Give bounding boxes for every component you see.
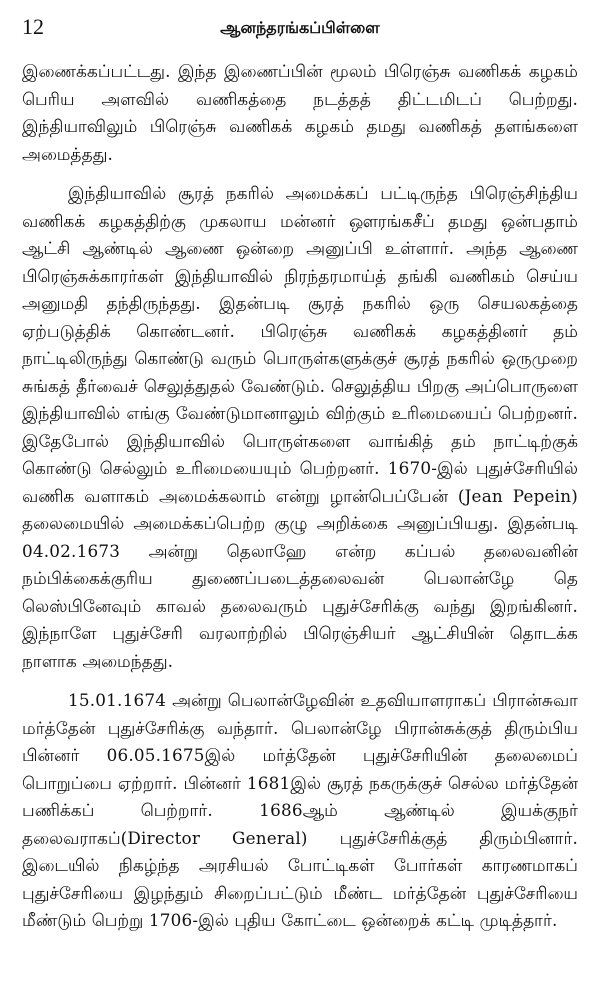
paragraph-3: 15.01.1674 அன்று பெலான்ழேவின் உதவியாளராகப் பிரான்சுவா மர்த்தேன் புதுச்சேரிக்கு வந்தார். பெலான்ழே பிரான்சுக்குத் திரும்பிய பின்னர் 06.05.1675இல் மர்த்தேன் புதுச்சேரியின் தலைமைப் பொறுப்பை ஏற்றார். பின்னர் 1681இல் சூரத் நகருக்குச் செல்ல மர்த்தேன் பணிக்கப் பெற்றார். 1686ஆம் ஆண்டில் இயக்குநர் தலைவராகப்(Director General) புதுச்சேரிக்குத் திரும்பினார். இடையில் நிகழ்ந்த அரசியல் போட்டிகள் போர்கள் காரணமாகப் புதுச்சேரியை இழந்தும் சிறைப்பட்டும் மீண்ட மர்த்தேன் புதுச்சேரியை மீண்டும் பெற்று 1706-இல் புதிய கோட்டை ஒன்றைக் கட்டி முடித்தார்.	[22, 690, 578, 930]
running-head: ஆனந்தரங்கப்பிள்ளை	[220, 18, 380, 37]
page-body	[22, 58, 578, 935]
page-number: 12	[22, 14, 44, 39]
page-header	[22, 14, 578, 44]
paragraph-1: இணைக்கப்பட்டது. இந்த இணைப்பின் மூலம் பிரெஞ்சு வணிகக் கழகம் பெரிய அளவில் வணிகத்தை நடத்தத் திட்டமிடப் பெற்றது. இந்தியாவிலும் பிரெஞ்சு வணிகக் கழகம் தமது வணிகத் தளங்களை அமைத்தது.	[22, 61, 578, 164]
paragraph-2: இந்தியாவில் சூரத் நகரில் அமைக்கப் பட்டிருந்த பிரெஞ்சிந்திய வணிகக் கழகத்திற்கு முகலாய மன்னர் ஔரங்கசீப் தமது ஒன்பதாம் ஆட்சி ஆண்டில் ஆணை ஒன்றை அனுப்பி உள்ளார். அந்த ஆணை பிரெஞ்சுக்காரர்கள் இந்தியாவில் நிரந்தரமாய்த் தங்கி வணிகம் செய்ய அனுமதி தந்திருந்தது. இதன்படி சூரத் நகரில் ஒரு செயலகத்தை ஏற்படுத்திக் கொண்டனர். பிரெஞ்சு வணிகக் கழகத்தினர் தம் நாட்டிலிருந்து கொண்டு வரும் பொருள்களுக்குச் சூரத் நகரில் ஒருமுறை சுங்கத் தீர்வைச் செலுத்துதல் வேண்டும். செலுத்திய பிறகு அப்பொருளை இந்தியாவில் எங்கு வேண்டுமானாலும் விற்கும் உரிமையைப் பெற்றனர். இதேபோல் இந்தியாவில் பொருள்களை வாங்கித் தம் நாட்டிற்குக் கொண்டு செல்லும் உரிமையையும் பெற்றனர். 1670-இல் புதுச்சேரியில் வணிக வளாகம் அமைக்கலாம் என்று ழான்பெப்பேன் (Jean Pepein) தலைமையில் அமைக்கப்பெற்ற குழு அறிக்கை அனுப்பியது. இதன்படி 04.02.1673 அன்று தெலாஹே என்ற கப்பல் தலைவனின் நம்பிக்கைக்குரிய துணைப்படைத்தலைவன் பெலான்ழே தெ லெஸ்பினேவும் காவல் தலைவரும் புதுச்சேரிக்கு வந்து இறங்கினர். இந்நாளே புதுச்சேரி வரலாற்றில் பிரெஞ்சியர் ஆட்சியின் தொடக்க நாளாக அமைந்தது.	[22, 183, 578, 671]
